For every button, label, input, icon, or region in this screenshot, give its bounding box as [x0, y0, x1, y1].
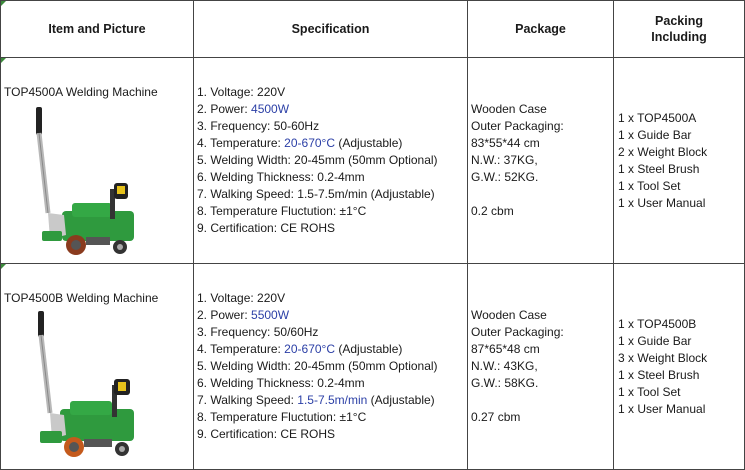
including-item: 1 x Steel Brush	[618, 367, 700, 382]
spec-item	[197, 358, 467, 375]
package-line: Wooden Case	[471, 102, 547, 116]
spec-note: (50mm Optional)	[344, 359, 438, 373]
spec-item	[197, 84, 467, 101]
spec-label: 6. Welding Thickness:	[197, 376, 318, 390]
package-line: N.W.: 43KG,	[471, 359, 538, 373]
package-cell	[468, 58, 614, 264]
package-list	[468, 307, 613, 426]
including-item: 3 x Weight Block	[618, 350, 708, 365]
package-line	[471, 186, 613, 203]
header-item-label: Item and Picture	[48, 22, 146, 36]
spec-value: 0.2-4mm	[317, 376, 365, 390]
product-cell	[1, 58, 194, 264]
spec-item	[197, 220, 467, 237]
including-item: 1 x Guide Bar	[618, 333, 692, 348]
package-list	[468, 101, 613, 220]
spec-note: (Adjustable)	[335, 136, 403, 150]
including-item: 1 x Guide Bar	[618, 127, 692, 142]
product-name: TOP4500A Welding Machine	[4, 85, 158, 99]
spec-label: 5. Welding Width:	[197, 153, 295, 167]
header-package-label: Package	[515, 22, 566, 36]
including-item: 1 x User Manual	[618, 195, 706, 210]
including-item: 1 x Tool Set	[618, 178, 681, 193]
spec-item	[197, 135, 467, 152]
package-line: 0.2 cbm	[471, 204, 514, 218]
welding-machine-icon	[14, 309, 144, 469]
including-cell	[614, 58, 745, 264]
spec-label: 5. Welding Width:	[197, 359, 295, 373]
spec-item	[197, 426, 467, 443]
spec-note: (Adjustable)	[367, 187, 435, 201]
spec-item	[197, 409, 467, 426]
product-row	[1, 264, 745, 470]
spec-note: (50mm Optional)	[344, 153, 438, 167]
spec-label: 8. Temperature Fluctution:	[197, 410, 340, 424]
including-item: 1 x TOP4500A	[618, 110, 697, 125]
product-cell	[1, 264, 194, 470]
spec-item	[197, 101, 467, 118]
header-spec-label: Specification	[291, 22, 370, 36]
spec-list	[194, 290, 467, 443]
spec-label: 8. Temperature Fluctution:	[197, 204, 340, 218]
including-item: 1 x TOP4500B	[618, 316, 697, 331]
package-line: 0.27 cbm	[471, 410, 521, 424]
spec-label: 1. Voltage:	[197, 85, 258, 99]
spec-value: ±1°C	[339, 204, 367, 218]
spec-value: 220V	[257, 291, 286, 305]
header-row	[1, 1, 745, 58]
package-line: Wooden Case	[471, 308, 547, 322]
product-row	[1, 58, 745, 264]
package-line: G.W.: 58KG.	[471, 376, 539, 390]
spec-value: 20-670°C	[284, 136, 336, 150]
welding-machine-icon	[14, 103, 144, 263]
header-packing-label: Packing	[655, 14, 703, 28]
including-list	[614, 316, 744, 418]
spec-value: CE ROHS	[280, 221, 336, 235]
spec-item	[197, 118, 467, 135]
including-item: 1 x Steel Brush	[618, 161, 700, 176]
spec-value: 220V	[257, 85, 286, 99]
spec-value: ±1°C	[339, 410, 367, 424]
spec-value: CE ROHS	[280, 427, 336, 441]
including-list	[614, 110, 744, 212]
product-name: TOP4500B Welding Machine	[4, 291, 159, 305]
header-including-label: Including	[651, 30, 707, 44]
spec-value: 50-60Hz	[273, 119, 320, 133]
header-package	[468, 1, 614, 58]
spec-item	[197, 169, 467, 186]
corner-mark-icon	[1, 264, 6, 269]
corner-mark-icon	[1, 58, 6, 63]
header-spec	[194, 1, 468, 58]
spec-list	[194, 84, 467, 237]
header-packing-including	[614, 1, 745, 58]
header-item	[1, 1, 194, 58]
spec-item	[197, 307, 467, 324]
spec-label: 7. Walking Speed:	[197, 187, 298, 201]
including-item: 1 x Tool Set	[618, 384, 681, 399]
spec-label: 1. Voltage:	[197, 291, 258, 305]
spec-cell	[194, 264, 468, 470]
package-line: Outer Packaging:	[471, 325, 564, 339]
spec-item	[197, 186, 467, 203]
spec-item	[197, 152, 467, 169]
spec-item	[197, 324, 467, 341]
spec-value: 5500W	[251, 308, 290, 322]
including-item: 2 x Weight Block	[618, 144, 708, 159]
spec-note: (Adjustable)	[335, 342, 403, 356]
spec-label: 4. Temperature:	[197, 342, 285, 356]
spec-note: (Adjustable)	[367, 393, 435, 407]
spec-value: 20-45mm	[294, 153, 345, 167]
package-line: Outer Packaging:	[471, 119, 564, 133]
spec-label: 7. Walking Speed:	[197, 393, 298, 407]
spec-value: 1.5-7.5m/min	[297, 393, 368, 407]
spec-value: 4500W	[251, 102, 290, 116]
spec-item	[197, 341, 467, 358]
package-line: G.W.: 52KG.	[471, 170, 539, 184]
spec-item	[197, 392, 467, 409]
spec-item	[197, 203, 467, 220]
spec-value: 50/60Hz	[273, 325, 319, 339]
package-line: 87*65*48 cm	[471, 342, 540, 356]
package-line	[471, 392, 613, 409]
spec-label: 4. Temperature:	[197, 136, 285, 150]
spec-label: 9. Certification:	[197, 427, 281, 441]
spec-item	[197, 375, 467, 392]
corner-mark-icon	[1, 1, 6, 6]
package-line: N.W.: 37KG,	[471, 153, 538, 167]
spec-label: 3. Frequency:	[197, 119, 274, 133]
package-line: 83*55*44 cm	[471, 136, 540, 150]
spec-label: 9. Certification:	[197, 221, 281, 235]
spec-label: 2. Power:	[197, 308, 252, 322]
spec-cell	[194, 58, 468, 264]
spec-value: 0.2-4mm	[317, 170, 365, 184]
spec-value: 1.5-7.5m/min	[297, 187, 368, 201]
including-item: 1 x User Manual	[618, 401, 706, 416]
spec-label: 6. Welding Thickness:	[197, 170, 318, 184]
package-cell	[468, 264, 614, 470]
including-cell	[614, 264, 745, 470]
spec-label: 2. Power:	[197, 102, 252, 116]
spec-value: 20-670°C	[284, 342, 336, 356]
spec-item	[197, 290, 467, 307]
spec-value: 20-45mm	[294, 359, 345, 373]
spec-label: 3. Frequency:	[197, 325, 274, 339]
